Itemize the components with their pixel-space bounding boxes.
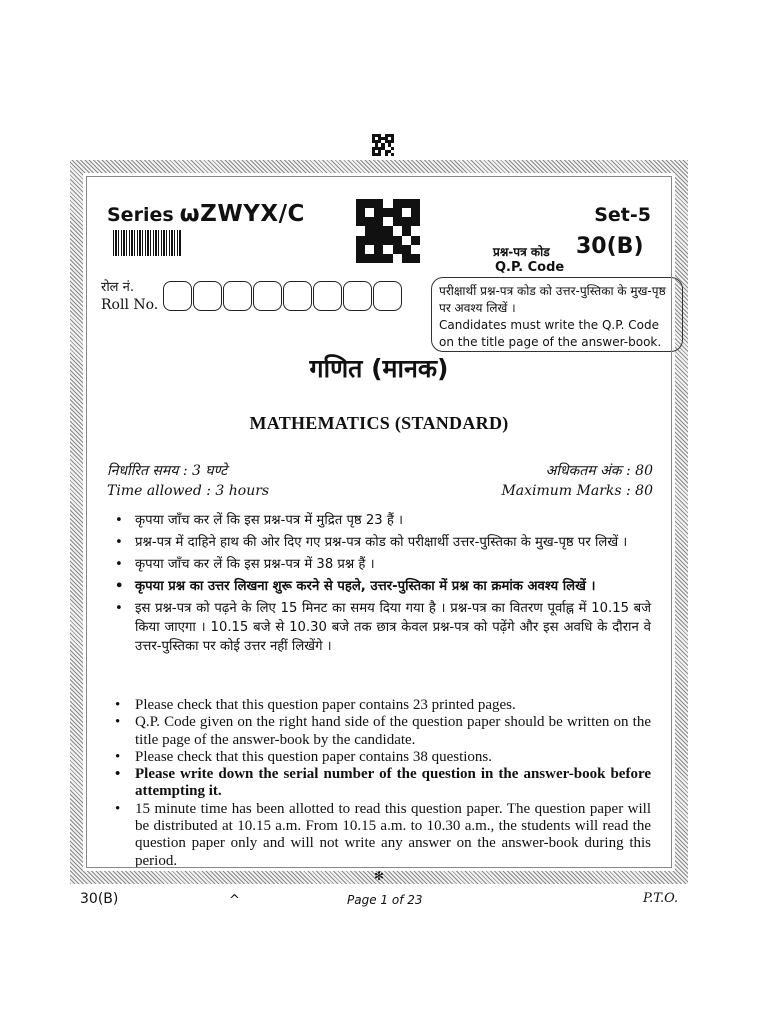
roll-no-box[interactable] [193,281,222,311]
qr-code [356,199,420,263]
roll-no-box[interactable] [223,281,252,311]
qp-code-label-english: Q.P. Code [495,260,565,275]
candidate-notice-box [431,277,683,352]
subject-title-hindi: गणित (मानक) [309,354,449,383]
instruction-item: • कृपया जाँच कर लें कि इस प्रश्न-पत्र में मुद्रित पृष्ठ 23 हैं । [111,511,651,530]
series-label: Series [107,204,174,226]
series [107,201,305,227]
instructions-english [111,697,651,870]
instruction-item: • 15 minute time has been allotted to read this question paper. The question paper will be distributed at 10.15 a.m. From 10.15 a.m. to 10.30 a.m., the students will read the question paper only and will not write any answer on the answer-book during this period. [111,801,651,870]
top-qr-code [372,134,394,156]
instruction-item: • Please write down the serial number of the question in the answer-book before attempting it. [111,766,651,801]
instruction-item: • कृपया प्रश्न का उत्तर लिखना शुरू करने से पहले, उत्तर-पुस्तिका में प्रश्न का क्रमांक अवश्य लिखें । [111,577,651,596]
page-number: Page 1 of 23 [347,893,423,907]
roll-no-boxes [163,281,402,311]
notice-english: Candidates must write the Q.P. Code on the title page of the answer-book. [439,318,662,349]
roll-no-label-hindi: रोल नं. [101,280,134,295]
footer-caret-mark: ^ [229,893,240,908]
qp-code-label-hindi: प्रश्न-पत्र कोड [493,245,550,259]
pto-label: P.T.O. [643,891,679,906]
barcode [113,230,181,256]
maximum-marks-english: Maximum Marks : 80 [501,483,653,499]
instruction-item: • Please check that this question paper contains 23 printed pages. [111,697,651,714]
roll-no-box[interactable] [313,281,342,311]
cover-page-frame [70,160,688,884]
roll-no-box[interactable] [253,281,282,311]
star-ornament: ✻ [373,869,385,883]
set-number: Set-5 [594,204,651,226]
roll-no-box[interactable] [283,281,312,311]
roll-no-box[interactable] [373,281,402,311]
qp-code: 30(B) [576,234,644,259]
instruction-item: • Q.P. Code given on the right hand side of the question paper should be written on the title page of the answer-book by the candidate. [111,714,651,749]
roll-no-box[interactable] [163,281,192,311]
instructions-hindi [111,511,651,659]
instruction-item: • इस प्रश्न-पत्र को पढ़ने के लिए 15 मिनट का समय दिया गया है । प्रश्न-पत्र का वितरण पूर्वाह्न में 10.15 बजे किया जाएगा । 10.15 बजे से 10.30 बजे तक छात्र केवल प्रश्न-पत्र को पढ़ेंगे और इस अवधि के दौरान वे उत्तर-पुस्तिका पर कोई उत्तर नहीं लिखेंगे । [111,599,651,656]
roll-no-box[interactable] [343,281,372,311]
time-allowed-english: Time allowed : 3 hours [107,483,270,499]
series-code: ωZWYX/C [179,201,305,227]
footer-qp-code: 30(B) [80,891,119,907]
instruction-item: • Please check that this question paper contains 38 questions. [111,749,651,766]
roll-no-label-english: Roll No. [101,297,159,313]
instruction-item: • कृपया जाँच कर लें कि इस प्रश्न-पत्र में 38 प्रश्न हैं । [111,555,651,574]
subject-title-english: MATHEMATICS (STANDARD) [249,413,509,433]
instruction-item: • प्रश्न-पत्र में दाहिने हाथ की ओर दिए गए प्रश्न-पत्र कोड को परीक्षार्थी उत्तर-पुस्तिका के मुख-पृष्ठ पर लिखें । [111,533,651,552]
maximum-marks-hindi: अधिकतम अंक : 80 [545,463,653,479]
notice-hindi: परीक्षार्थी प्रश्न-पत्र कोड को उत्तर-पुस्तिका के मुख-पृष्ठ पर अवश्य लिखें । [439,284,666,315]
time-allowed-hindi: निर्धारित समय : 3 घण्टे [107,463,228,479]
